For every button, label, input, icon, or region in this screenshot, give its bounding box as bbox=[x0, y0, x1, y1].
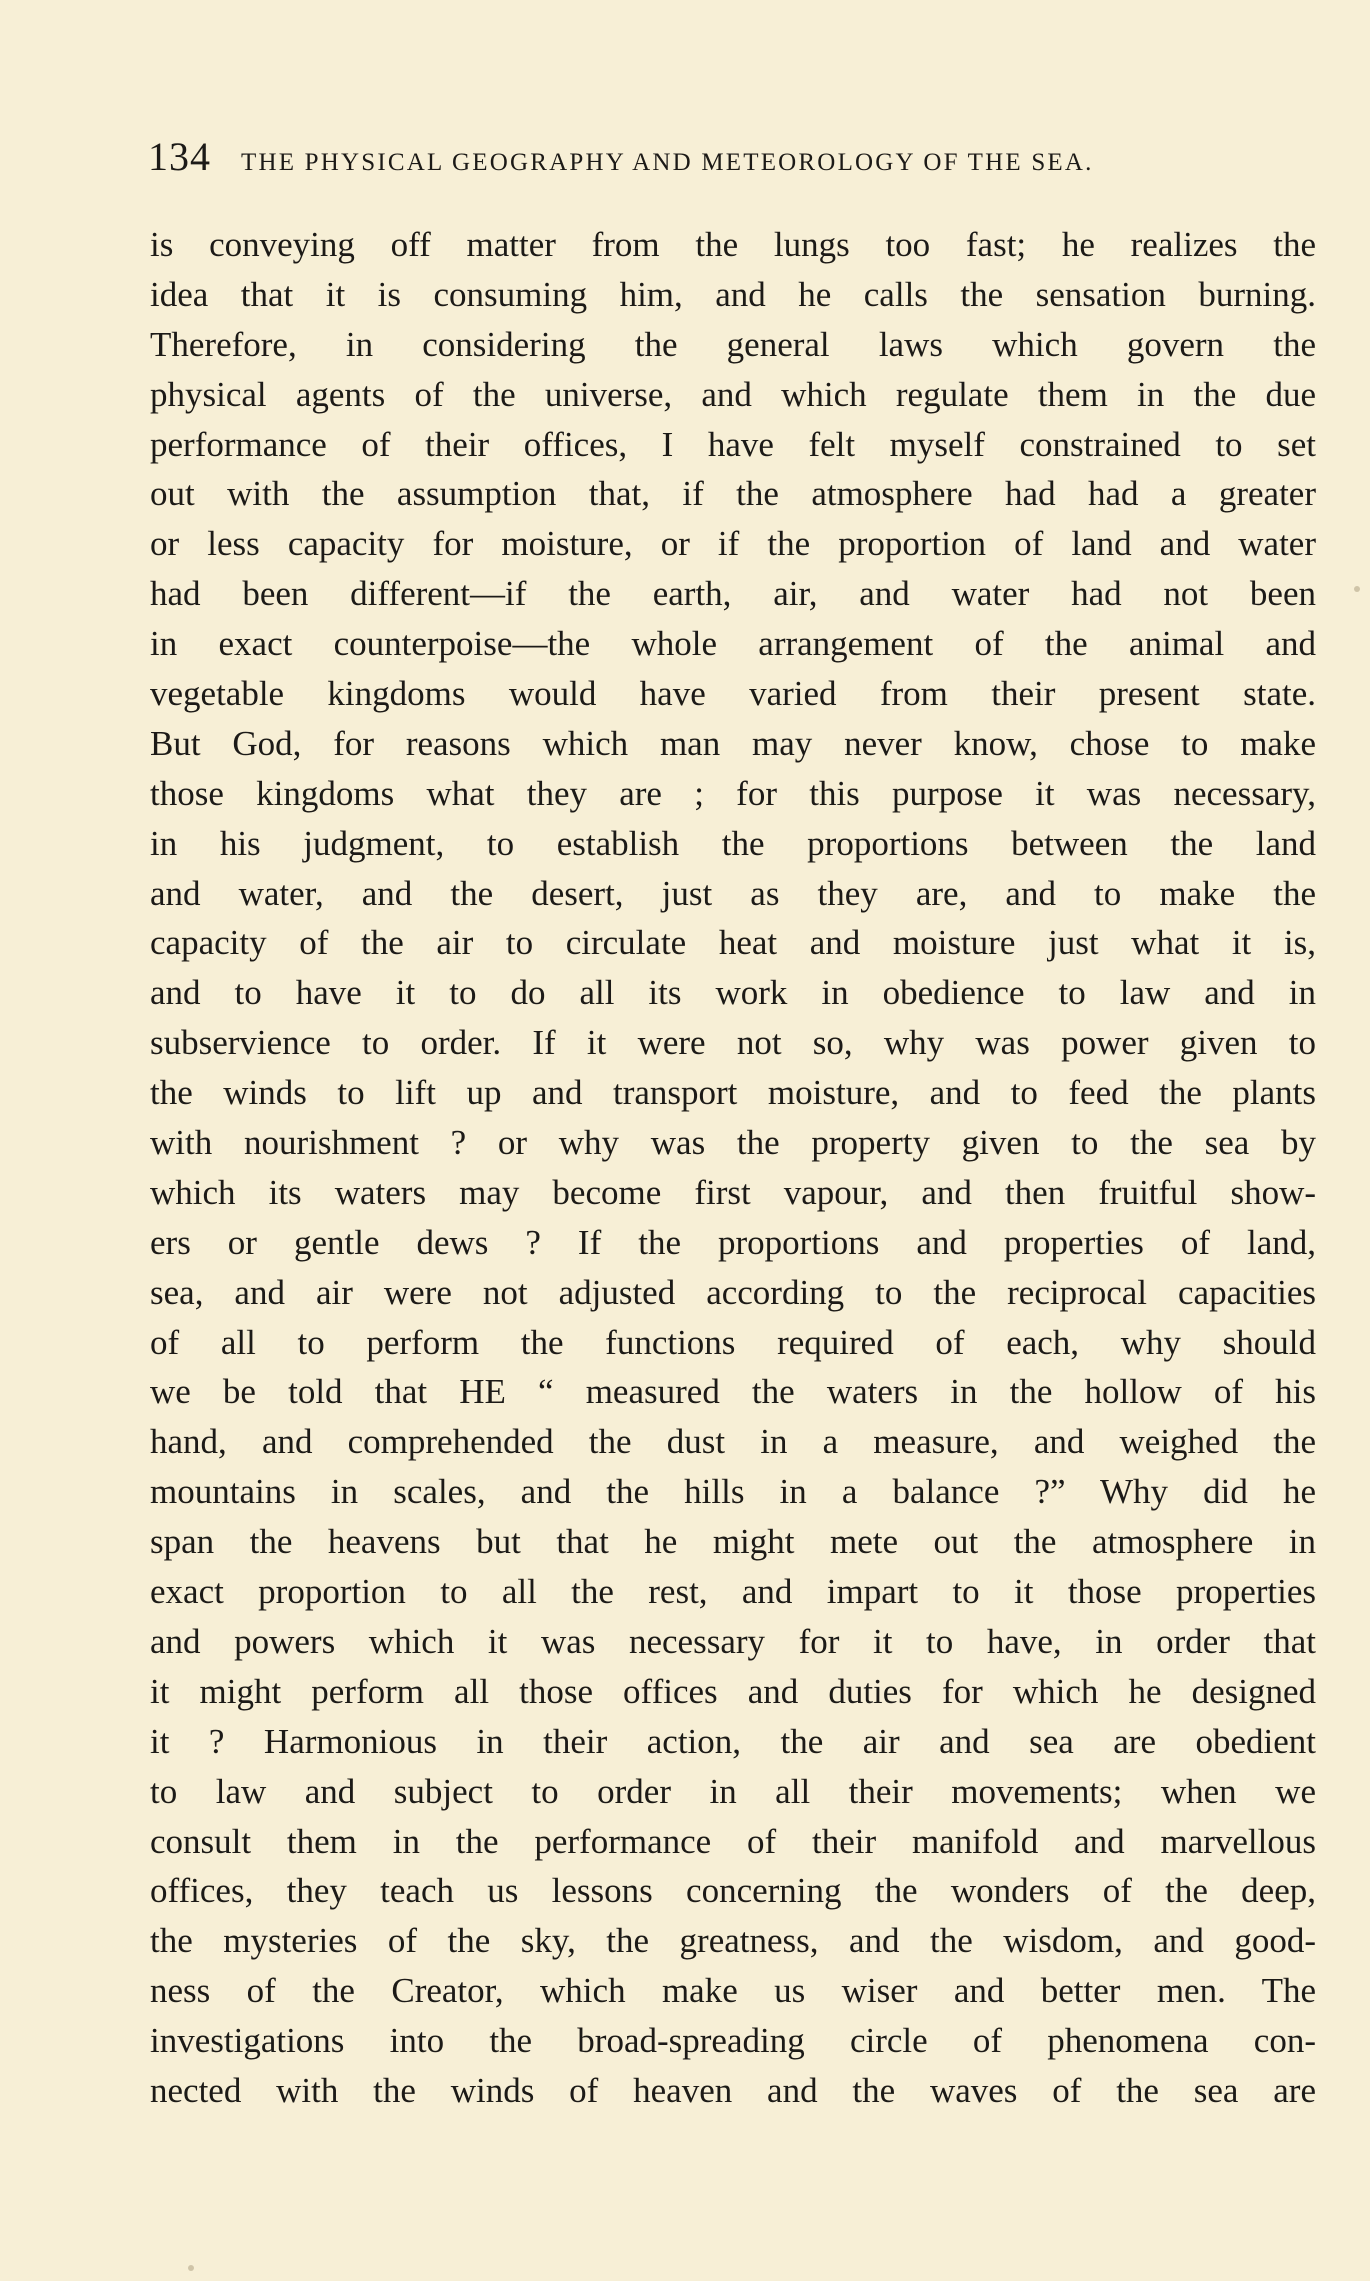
text-line: had been different—if the earth, air, and water had not been bbox=[150, 574, 1316, 614]
text-line: investigations into the broad-spreading circle of phenomena con- bbox=[150, 2021, 1316, 2061]
text-line: it might perform all those offices and duties for which he designed bbox=[150, 1671, 1316, 1711]
running-head-title: THE PHYSICAL GEOGRAPHY AND METEOROLOGY OF THE SEA. bbox=[241, 149, 1094, 176]
page-number: 134 bbox=[148, 134, 211, 179]
text-line: But God, for reasons which man may never know, chose to make bbox=[150, 723, 1316, 763]
text-line: span the heavens but that he might mete out the atmosphere in bbox=[150, 1522, 1316, 1562]
text-line: the mysteries of the sky, the greatness, and the wisdom, and good- bbox=[150, 1921, 1316, 1961]
text-line: Therefore, in considering the general laws which govern the bbox=[150, 324, 1316, 364]
text-line: subservience to order. If it were not so, why was power given to bbox=[150, 1023, 1316, 1063]
text-line: ers or gentle dews ? If the proportions and properties of land, bbox=[150, 1222, 1316, 1262]
text-line: out with the assumption that, if the atmosphere had had a greater bbox=[150, 474, 1316, 514]
text-line: ness of the Creator, which make us wiser and better men. The bbox=[150, 1971, 1316, 2011]
text-line: those kingdoms what they are ; for this purpose it was necessary, bbox=[150, 773, 1316, 813]
text-line: capacity of the air to circulate heat and moisture just what it is, bbox=[150, 923, 1316, 963]
text-line: is conveying off matter from the lungs too fast; he realizes the bbox=[150, 225, 1316, 264]
text-line: which its waters may become first vapour, and then fruitful show- bbox=[150, 1172, 1316, 1212]
text-line: nected with the winds of heaven and the waves of the sea are bbox=[150, 2070, 1316, 2110]
body-text bbox=[150, 220, 1316, 2116]
text-line: mountains in scales, and the hills in a balance ?” Why did he bbox=[150, 1472, 1316, 1512]
text-line: and water, and the desert, just as they are, and to make the bbox=[150, 873, 1316, 913]
text-line: and powers which it was necessary for it to have, in order that bbox=[150, 1621, 1316, 1661]
text-line: consult them in the performance of their manifold and marvellous bbox=[150, 1821, 1316, 1861]
text-line: it ? Harmonious in their action, the air and sea are obedient bbox=[150, 1721, 1316, 1761]
text-line: and to have it to do all its work in obedience to law and in bbox=[150, 973, 1316, 1013]
text-line: to law and subject to order in all their movements; when we bbox=[150, 1771, 1316, 1811]
text-line: performance of their offices, I have felt myself constrained to set bbox=[150, 424, 1316, 464]
paper-speck bbox=[188, 2265, 194, 2271]
text-line: idea that it is consuming him, and he calls the sensation burning. bbox=[150, 274, 1316, 314]
paper-speck bbox=[1354, 586, 1360, 592]
text-line: the winds to lift up and transport moisture, and to feed the plants bbox=[150, 1073, 1316, 1113]
text-line: vegetable kingdoms would have varied from their present state. bbox=[150, 674, 1316, 714]
text-line: exact proportion to all the rest, and impart to it those properties bbox=[150, 1572, 1316, 1612]
text-line: in exact counterpoise—the whole arrangement of the animal and bbox=[150, 624, 1316, 664]
text-line: of all to perform the functions required of each, why should bbox=[150, 1322, 1316, 1362]
text-line: offices, they teach us lessons concerning the wonders of the deep, bbox=[150, 1871, 1316, 1911]
text-line: we be told that HE “ measured the waters in the hollow of his bbox=[150, 1372, 1316, 1412]
text-line: in his judgment, to establish the proportions between the land bbox=[150, 823, 1316, 863]
text-line: sea, and air were not adjusted according to the reciprocal capacities bbox=[150, 1272, 1316, 1312]
text-line: hand, and comprehended the dust in a measure, and weighed the bbox=[150, 1422, 1316, 1462]
text-line: with nourishment ? or why was the property given to the sea by bbox=[150, 1123, 1316, 1163]
text-line: physical agents of the universe, and which regulate them in the due bbox=[150, 374, 1316, 414]
text-line: or less capacity for moisture, or if the proportion of land and water bbox=[150, 524, 1316, 564]
running-head bbox=[148, 132, 1318, 182]
